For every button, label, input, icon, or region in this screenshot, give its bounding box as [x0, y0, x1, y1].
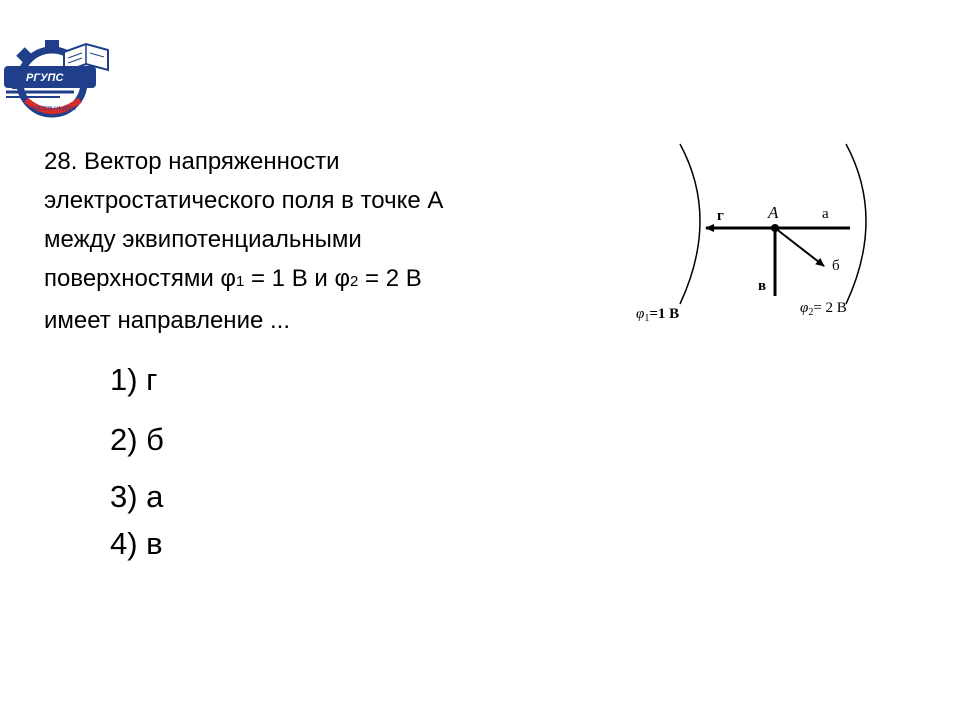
- label-b: б: [832, 258, 840, 274]
- surface-1-label: [636, 306, 679, 324]
- field-diagram: [620, 138, 880, 338]
- phi2-value: = 2 В: [358, 265, 422, 292]
- question-line-2: электростатического поля в точке А: [44, 187, 444, 214]
- question-line-4: [44, 259, 564, 301]
- phi2-subscript: 2: [350, 273, 359, 290]
- equipotential-surface-2: [846, 144, 866, 304]
- question-text: [44, 142, 564, 340]
- surface-2-subscript: 2: [808, 307, 814, 318]
- surface-2-label: [800, 300, 847, 318]
- vector-b: [775, 228, 824, 266]
- point-a: [771, 224, 779, 232]
- phi2-symbol: φ: [334, 265, 351, 292]
- answer-option-1[interactable]: 1) г: [110, 362, 158, 397]
- logo-ring-text: РОСТОВ-НА-ДОНУ: [32, 106, 77, 112]
- phi1-symbol: φ: [220, 265, 236, 292]
- label-g: г: [717, 208, 724, 224]
- question-line-4-prefix: поверхностями: [44, 265, 221, 292]
- surface-1-value: =1 В: [649, 306, 680, 322]
- question-line-5: имеет направление ...: [44, 307, 290, 334]
- label-v: в: [758, 278, 767, 294]
- equipotential-surface-1: [680, 144, 700, 304]
- phi1-subscript: 1: [235, 273, 245, 290]
- surface-1-symbol: φ: [636, 306, 645, 322]
- label-a: а: [822, 206, 829, 222]
- question-line-1: 28. Вектор напряженности: [44, 148, 340, 175]
- question-line-3: между эквипотенциальными: [44, 226, 362, 253]
- point-a-label: A: [768, 203, 779, 222]
- surface-2-value: = 2 В: [813, 300, 847, 316]
- answer-option-3[interactable]: 3) а: [110, 479, 164, 514]
- surface-1-subscript: 1: [644, 313, 650, 324]
- phi1-value: = 1 В и: [244, 265, 335, 292]
- surface-2-symbol: φ: [800, 300, 809, 316]
- university-logo: [4, 30, 114, 120]
- logo-text: РГУПС: [26, 72, 64, 84]
- answer-option-2[interactable]: 2) б: [110, 422, 164, 457]
- answer-option-4[interactable]: 4) в: [110, 526, 163, 561]
